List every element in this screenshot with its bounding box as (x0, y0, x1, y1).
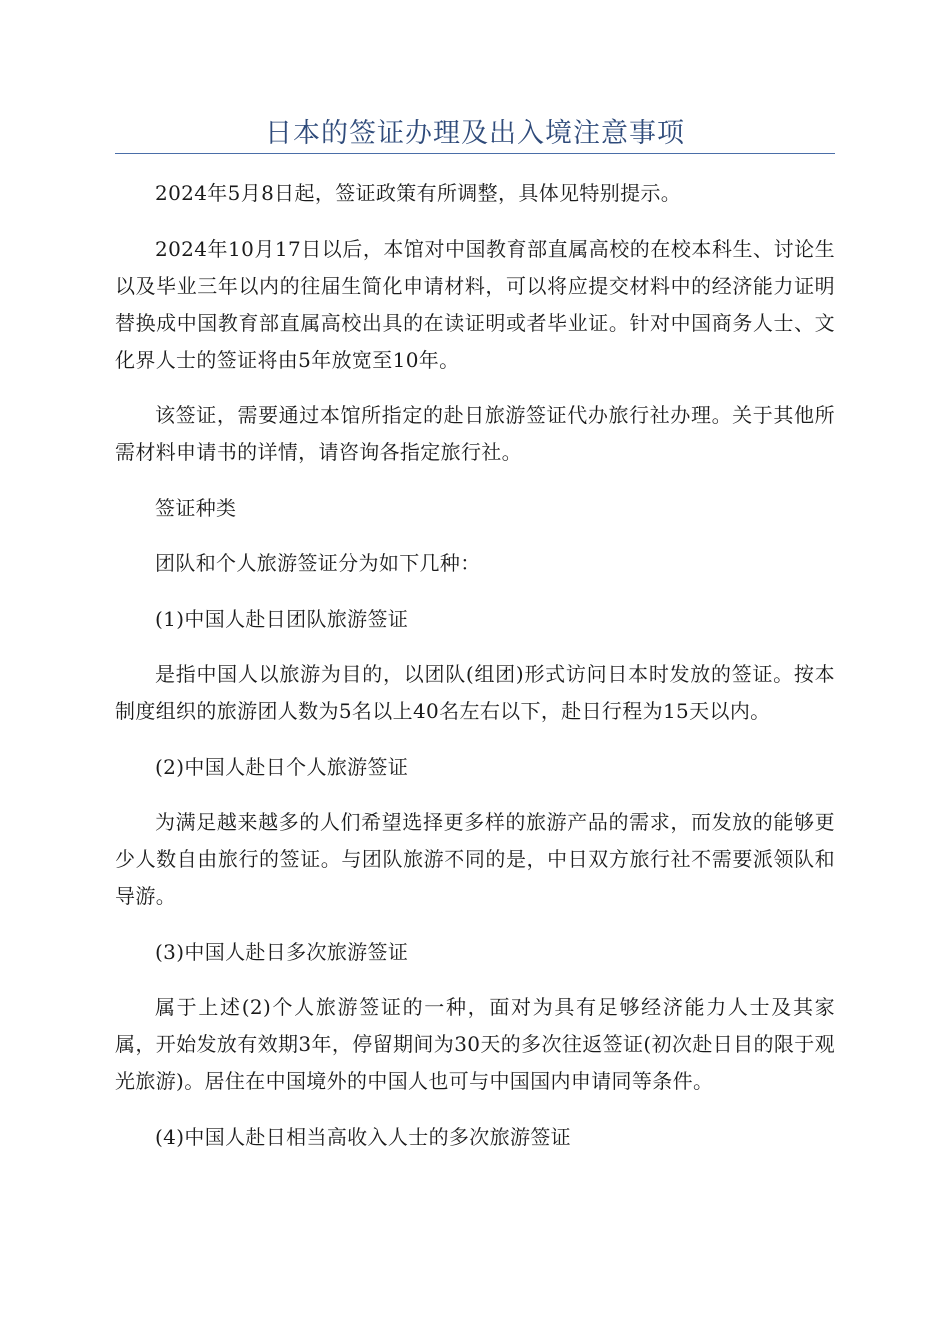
paragraph-individual-visa-heading: (2)中国人赴日个人旅游签证 (155, 754, 409, 779)
paragraph-group-visa-body: 是指中国人以旅游为目的，以团队(组团)形式访问日本时发放的签证。按本制度组织的旅游团人数为5名以上40名左右以下，赴日行程为15天以内。 (115, 662, 835, 723)
paragraph-high-income-visa-heading: (4)中国人赴日相当高收入人士的多次旅游签证 (155, 1124, 572, 1149)
paragraph-visa-types-intro: 团队和个人旅游签证分为如下几种： (155, 551, 481, 575)
document-body (115, 175, 835, 1174)
document-title: 日本的签证办理及出入境注意事项 (265, 118, 685, 149)
paragraph-visa-types-heading: 签证种类 (155, 495, 237, 520)
title-underline (115, 153, 835, 154)
paragraph-student-simplification: 2024年10月17日以后，本馆对中国教育部直属高校的在校本科生、讨论生以及毕业三年以内的往届生简化申请材料，可以将应提交材料中的经济能力证明替换成中国教育部直属高校出具的在读证明或者毕业证。针对中国商务人士、文化界人士的签证将由5年放宽至10年。 (115, 236, 835, 372)
paragraph-travel-agency: 该签证，需要通过本馆所指定的赴日旅游签证代办旅行社办理。关于其他所需材料申请书的详情，请咨询各指定旅行社。 (115, 403, 835, 464)
paragraph-individual-visa-body: 为满足越来越多的人们希望选择更多样的旅游产品的需求，而发放的能够更少人数自由旅行的签证。与团队旅游不同的是，中日双方旅行社不需要派领队和导游。 (115, 810, 835, 908)
paragraph-group-visa-heading: (1)中国人赴日团队旅游签证 (155, 606, 409, 631)
paragraph-multiple-visa-body: 属于上述(2)个人旅游签证的一种，面对为具有足够经济能力人士及其家属，开始发放有效期3年，停留期间为30天的多次往返签证(初次赴日目的限于观光旅游)。居住在中国境外的中国人也可与中国国内申请同等条件。 (115, 995, 835, 1093)
paragraph-multiple-visa-heading: (3)中国人赴日多次旅游签证 (155, 939, 409, 964)
paragraph-policy-date: 2024年5月8日起，签证政策有所调整，具体见特别提示。 (155, 181, 682, 205)
